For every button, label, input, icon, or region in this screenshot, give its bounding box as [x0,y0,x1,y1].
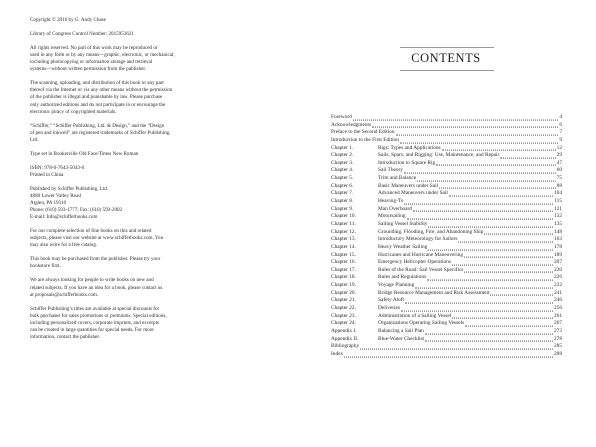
toc-leader-dots [344,351,553,357]
toc-leader-dots [425,328,553,334]
toc-entry-label: Chapter 21. [331,297,356,304]
rights-line: All rights reserved. No part of this work may be reproduced or [30,44,158,51]
toc-entry-title: Deliveries [378,305,400,311]
toc-leader-dots [428,221,553,227]
toc-entry [331,206,562,214]
toc-entry-title: Heaving-To [378,198,404,205]
toc-entry-title: Man Overboard [378,205,412,212]
toc-entry [331,175,562,183]
toc-leader-dots [425,336,553,342]
toc-page-number: 60 [556,167,562,174]
toc-entry-label: Chapter 9. [331,205,354,212]
toc-entry-label: Chapter 8. [331,198,354,205]
toc-page-number: 256 [553,305,562,311]
toc-entry-label: Chapter 3. [331,159,354,166]
toc-page-number: 189 [553,251,562,258]
toc-entry-label: Chapter 7. [331,190,354,197]
toc-page-number: 47 [556,159,562,166]
toc-page-number: 288 [553,350,562,357]
toc-page-number: 75 [556,175,562,182]
toc-entry-label: Chapter 16. [331,259,356,266]
toc-entry-label: Bibliography [331,343,360,350]
toc-entry [331,160,562,168]
authors-line: We are always looking for people to write books on new and [30,277,154,284]
catalog-line: For our complete selection of fine books on this and related [30,228,152,235]
toc-leader-dots [490,290,553,296]
toc-entry [331,236,562,244]
toc-page-number: 135 [553,220,562,227]
toc-leader-dots [449,191,553,197]
publisher-line: 4880 Lower Valley Road [30,192,81,199]
bookstore-notice [30,256,298,270]
toc-entry [331,167,562,175]
publisher-line: Phone: (610) 593-1777; Fax: (610) 593-2002 [30,207,123,214]
catalog-notice [30,228,298,249]
toc-entry-title: Basic Maneuvers under Sail [378,182,439,189]
toc-page-number: 115 [554,198,562,205]
toc-leader-dots [427,275,553,281]
toc-page-number: 246 [553,297,562,304]
toc-entry [331,297,562,305]
toc-page-number: 207 [553,259,562,266]
toc-entry-title: Rules and Regulations [378,274,427,281]
rights-notice [30,45,298,73]
toc-entry [331,290,562,298]
toc-page-number: 6 [559,121,562,128]
toc-page-number: 12 [556,144,562,151]
toc-entry-title: Advanced Maneuvers under Sail [378,190,448,197]
isbn: ISBN: 978-0-7643-5043-0 [30,164,85,171]
toc-page-number: 148 [553,228,562,235]
piracy-line: electronic piracy of copyrighted materials. [30,108,117,115]
toc-leader-dots [404,168,556,174]
toc-entry-title: Motorsailing [378,213,406,220]
toc-entry-title: Trim and Balance [378,175,417,182]
authors-notice [30,277,298,298]
toc-entry [331,152,562,160]
toc-leader-dots [464,252,553,258]
toc-entry-label: Introduction to the First Edition [331,136,399,143]
toc-leader-dots [404,198,553,204]
toc-page-number: 29 [556,152,562,159]
toc-entry-label: Appendix I. [331,327,357,334]
toc-page-number: 104 [553,190,562,197]
table-of-contents [331,114,562,359]
authors-line: related subjects. If you have an idea for a book, please contact us [30,284,163,291]
toc-entry [331,129,562,137]
toc-leader-dots [484,229,553,235]
piracy-line: only authorized editions and do not participate in or encourage the [30,101,166,108]
special-line: Schiffer Publishing’s titles are available at special discounts for [30,305,160,312]
toc-page-number: 132 [553,213,562,220]
toc-entry [331,274,562,282]
toc-entry-label: Chapter 24. [331,320,356,327]
toc-leader-dots [500,152,555,158]
toc-entry [331,244,562,252]
isbn-block [30,165,298,179]
toc-entry-label: Chapter 12. [331,228,356,235]
trademark-line: Ltd. [30,136,39,143]
toc-entry-label: Chapter 1. [331,144,354,151]
toc-page-number: 121 [553,205,562,212]
toc-entry-label: Chapter 17. [331,266,356,273]
toc-entry [331,282,562,290]
toc-entry-title: Introduction to Square Rig [378,159,436,166]
toc-entry-title: Bridge Resource Management and Risk Assessment [378,289,490,296]
toc-leader-dots [465,321,553,327]
toc-entry-label: Chapter 6. [331,182,354,189]
toc-entry-label: Chapter 13. [331,236,356,243]
toc-entry [331,267,562,275]
toc-entry-title: Emergency Helicopter Operations [378,259,451,266]
publisher-line: Published by Schiffer Publishing, Ltd. [30,185,109,192]
toc-leader-dots [452,259,553,265]
contents-title: CONTENTS [411,51,481,65]
toc-entry-title: Organizations Operating Sailing Vessels [378,320,465,327]
toc-entry-title: Grounding, Flooding, Fire, and Abandoning Ship [378,228,484,235]
catalog-line: may also write for a free catalog. [30,242,98,249]
toc-entry [331,183,562,191]
toc-entry [331,114,562,122]
toc-leader-dots [360,343,553,349]
toc-entry [331,252,562,260]
toc-entry [331,190,562,198]
toc-page-number: 278 [553,335,562,342]
typeset-note: Type set in Bookerville Old Face/Times New Roman [30,150,139,157]
piracy-line: The scanning, uploading, and distribution of this book or any part [30,80,164,87]
toc-leader-dots [439,183,556,189]
special-line: information, contact the publisher. [30,333,101,340]
toc-entry [331,221,562,229]
toc-entry-title: Hurricanes and Hurricane Maneuvering [378,251,464,258]
toc-page-number: 261 [553,312,562,319]
publisher-line: Atglen, PA 19310 [30,200,67,207]
toc-page-number: 273 [553,327,562,334]
toc-entry-title: Rigs: Types and Applications [378,144,441,151]
toc-entry-title: Sail Theory [378,167,403,174]
special-line: bulk purchases for sales promotions or premiums. Special editions, [30,312,167,319]
title-rule-top [400,47,494,48]
toc-page-number: 7 [559,129,562,136]
toc-leader-dots [415,282,553,288]
toc-entry-title: Sailing Vessel Stability [378,220,428,227]
toc-entry-title: Rules of the Road: Sail Vessel Specifics [378,266,464,273]
toc-leader-dots [417,175,556,181]
toc-entry-label: Chapter 18. [331,274,356,281]
toc-entry-label: Chapter 19. [331,282,356,289]
toc-entry [331,145,562,153]
trademark-notice [30,123,298,144]
toc-entry-title: Safety Aloft [378,297,404,304]
lccn: Library of Congress Control Number: 2015953621 [30,30,134,37]
rights-line: including photocopying or information storage and retrieval [30,59,153,66]
copyright-page [30,17,298,348]
toc-entry [331,351,562,359]
toc-page-number: 178 [553,243,562,250]
toc-entry-title: Introductory Meteorology for Sailors [378,236,458,243]
trademark-line: of pen and inkwell” are registered trademarks of Schiffer Publishing, [30,129,171,136]
authors-line: at proposals@schifferbooks.com. [30,291,99,298]
publisher-address [30,186,298,221]
toc-entry-label: Chapter 15. [331,251,356,258]
title-rule-bottom [400,70,494,71]
special-sales-notice [30,306,298,341]
toc-entry-label: Chapter 4. [331,167,354,174]
toc-leader-dots [428,244,553,250]
toc-leader-dots [372,122,558,128]
publisher-line: E-mail: Info@schifferbooks.com [30,214,98,221]
toc-entry-title: Administration of a Sailing Vessel [378,312,452,319]
toc-entry [331,198,562,206]
toc-leader-dots [442,145,556,151]
toc-entry-title: Blue-Water Checklist [378,335,425,342]
piracy-notice [30,80,298,115]
toc-entry [331,259,562,267]
toc-leader-dots [464,267,553,273]
toc-page-number: 9 [559,136,562,143]
special-line: can be created in large quantities for special needs. For more [30,326,154,333]
toc-entry-label: Foreword [331,113,352,120]
toc-entry-label: Preface to the Second Edition [331,129,395,136]
toc-entry-label: Chapter 10. [331,213,356,220]
toc-entry-label: Chapter 2. [331,152,354,159]
bookstore-line: This book may be purchased from the publisher. Please try your [30,256,161,263]
toc-entry-label: Index [331,350,344,357]
toc-entry [331,213,562,221]
piracy-line: thereof via the Internet or via any other means without the permission [30,87,173,94]
piracy-line: of the publisher is illegal and punishable by law. Please purchase [30,94,163,101]
toc-leader-dots [413,206,553,212]
toc-entry [331,320,562,328]
toc-leader-dots [353,114,559,120]
toc-page-number: 226 [553,274,562,281]
toc-page-number: 285 [553,343,562,350]
toc-entry [331,336,562,344]
toc-entry-label: Chapter 20. [331,289,356,296]
toc-leader-dots [405,298,553,304]
toc-entry [331,305,562,313]
toc-page-number: 88 [556,182,562,189]
copyright-notice: Copyright © 2016 by G. Andy Chase [30,17,106,23]
toc-page-number: 267 [553,320,562,327]
special-line: including personalized covers, corporate imprints, and excerpts [30,319,159,326]
toc-entry [331,343,562,351]
toc-leader-dots [407,214,553,220]
toc-leader-dots [400,137,558,143]
toc-page-number: 4 [559,113,562,120]
bookstore-line: bookstore first. [30,263,61,270]
toc-entry-label: Chapter 11. [331,220,356,227]
toc-entry-label: Chapter 22. [331,305,356,311]
toc-entry-label: Chapter 14. [331,243,356,250]
toc-leader-dots [452,313,553,319]
rights-line: used in any form or by any means—graphic, electronic, or mechanical, [30,52,175,59]
toc-entry-label: Appendix II. [331,335,359,342]
toc-page-number: 241 [553,289,562,296]
toc-entry [331,313,562,321]
toc-page-number: 232 [553,282,562,289]
toc-leader-dots [396,130,559,136]
toc-entry [331,137,562,145]
toc-entry-label: Chapter 5. [331,175,354,182]
trademark-line: “Schiffer,” “Schiffer Publishing, Ltd. & Design,” and the “Design [30,122,165,129]
toc-entry-title: Voyage Planning [378,282,415,289]
toc-leader-dots [436,160,556,166]
toc-entry-label: Chapter 23. [331,312,356,319]
toc-page-number: 163 [553,236,562,243]
toc-leader-dots [401,305,553,311]
catalog-line: subjects, please visit our website at www.schifferbooks.com. You [30,235,164,242]
toc-page-number: 220 [553,266,562,273]
toc-entry-title: Balancing a Sail Plan [378,327,424,334]
rights-line: systems—without written permission from the publisher. [30,66,147,73]
toc-entry-label: Acknowledgments [331,121,372,128]
toc-entry [331,328,562,336]
printed-in: Printed in China [30,171,64,178]
toc-entry-title: Heavy Weather Sailing [378,243,428,250]
toc-entry-title: Sails, Spars, and Rigging: Use, Maintenance, and Repair [378,152,500,159]
toc-leader-dots [458,236,553,242]
